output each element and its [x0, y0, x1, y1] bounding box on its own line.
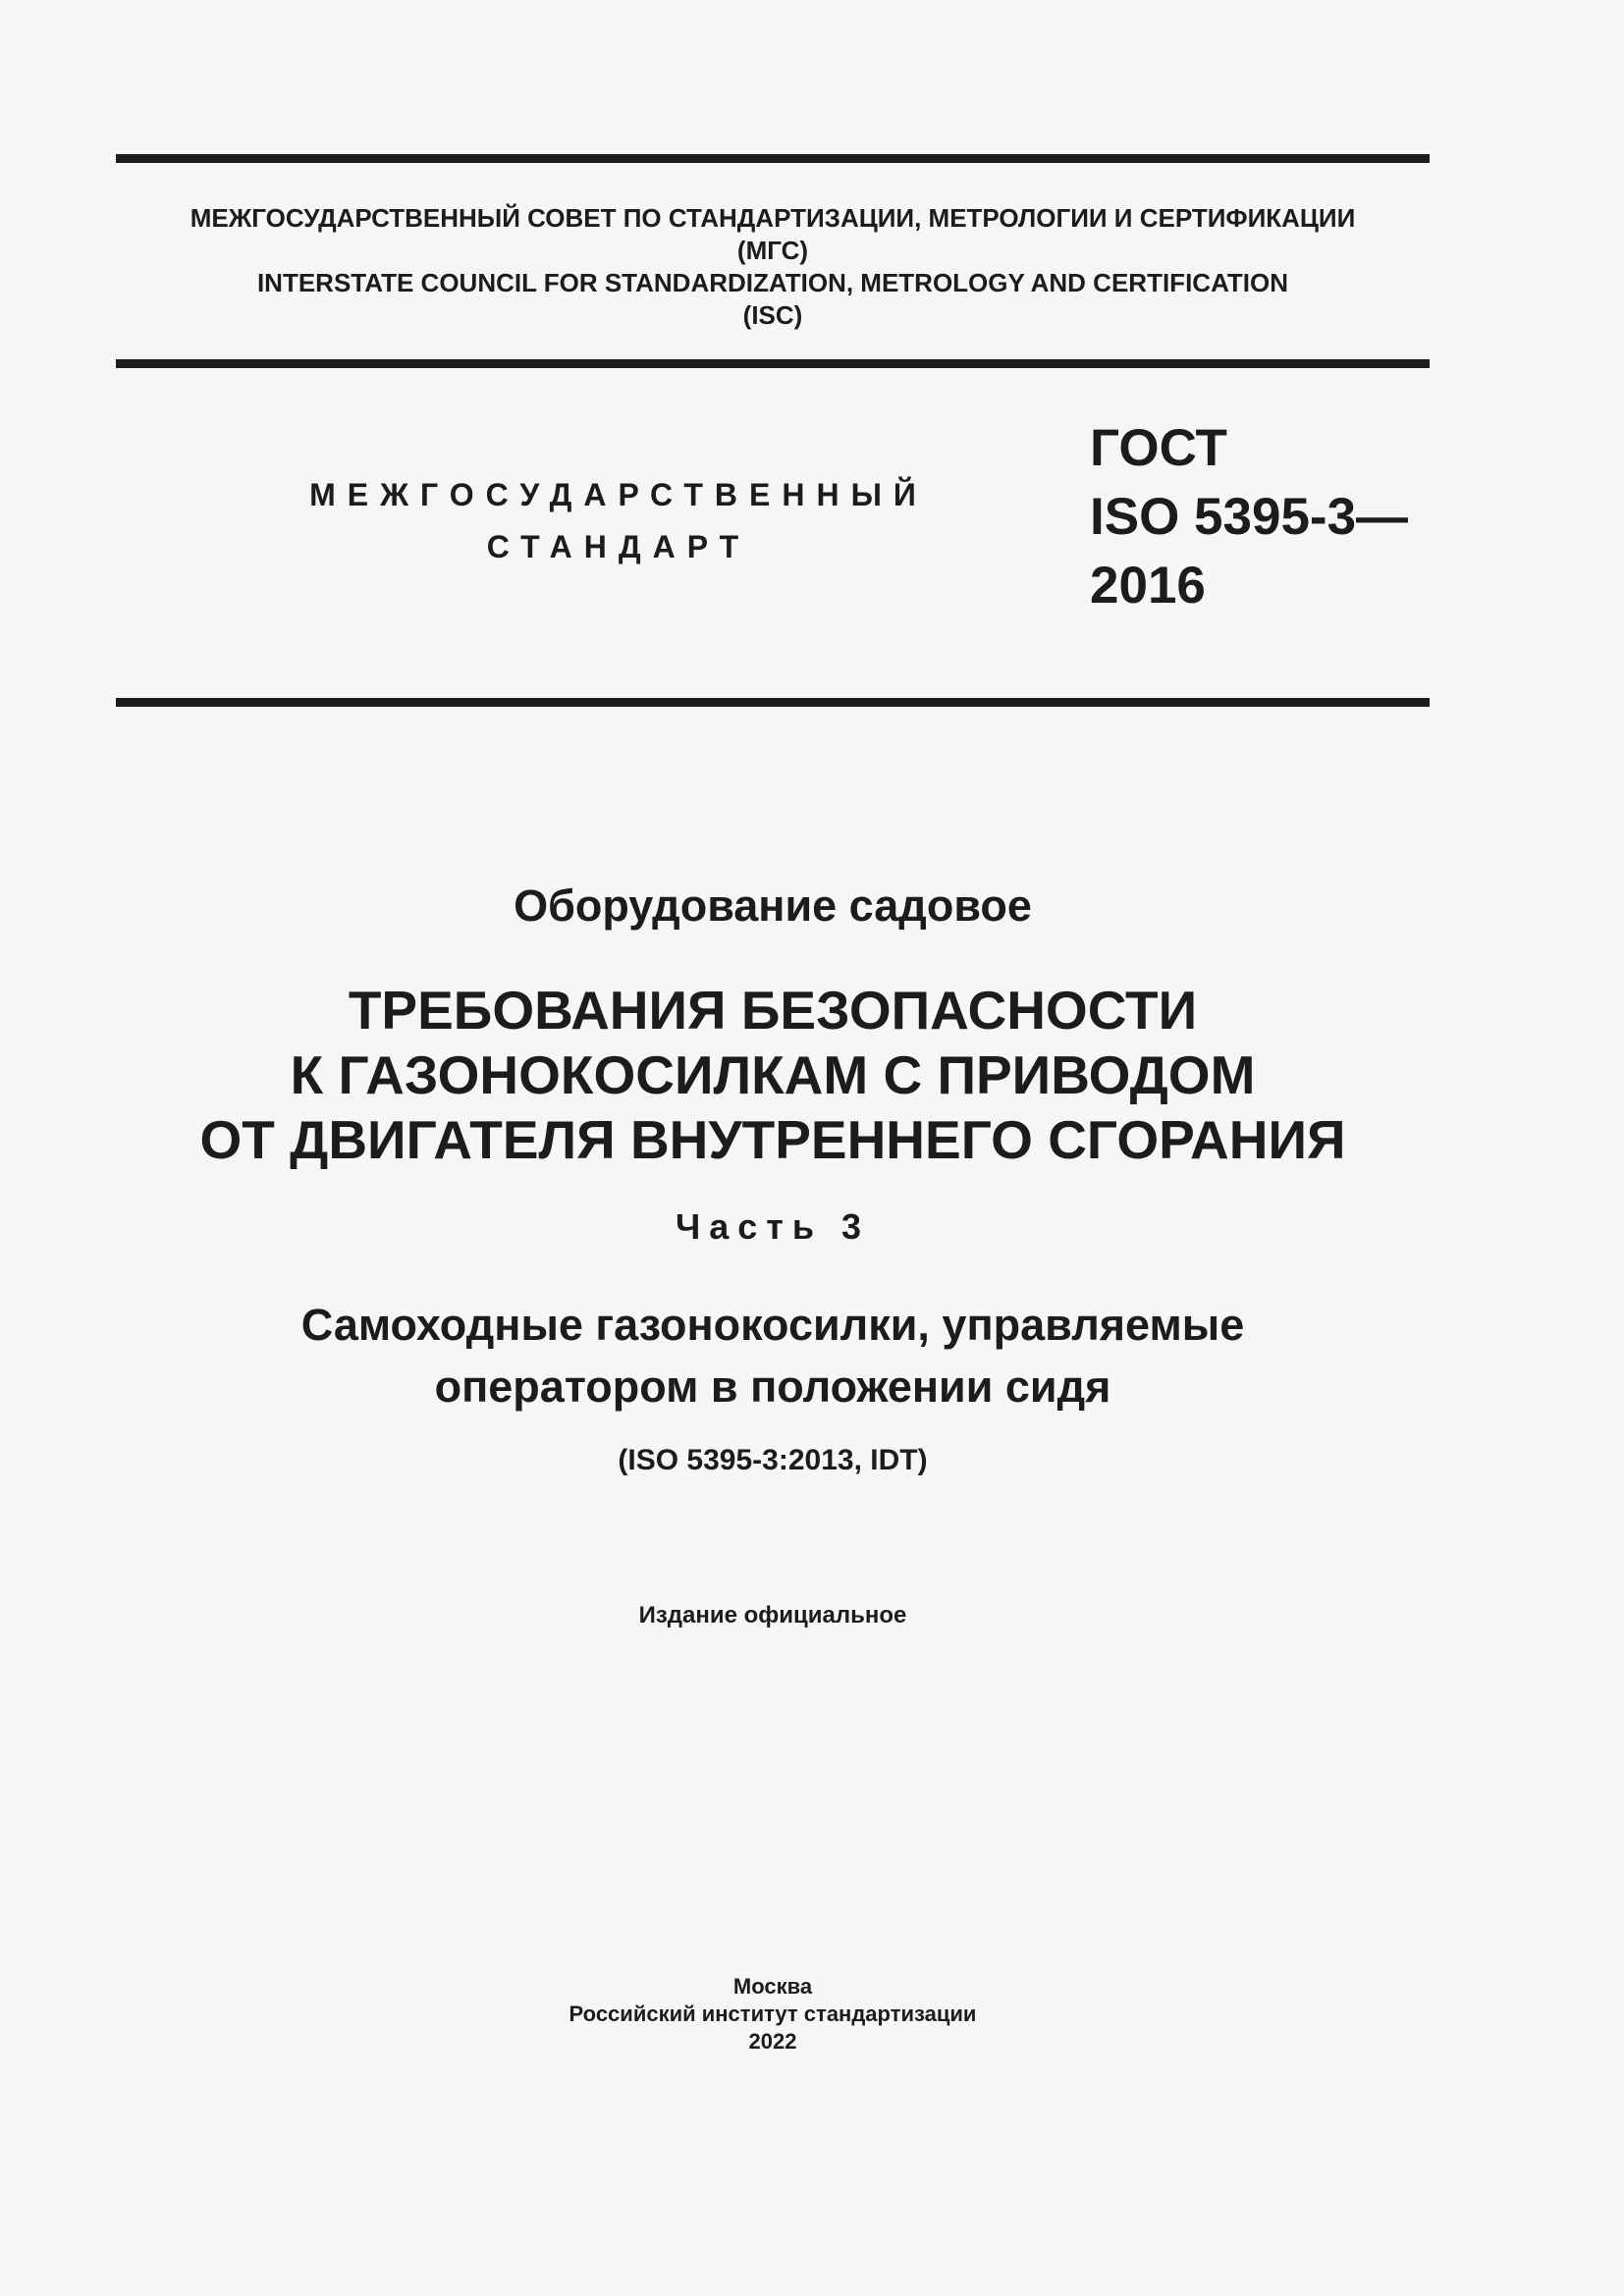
part-title: [116, 1294, 1430, 1417]
document-title: [116, 978, 1430, 1172]
header-rule: [116, 359, 1430, 368]
publisher-city: Москва: [732, 1974, 813, 1999]
designation-line-1: ГОСТ: [1090, 419, 1227, 477]
document-subtitle: Оборудование садовое: [514, 881, 1032, 931]
standard-type-line-1: МЕЖГОСУДАРСТВЕННЫЙ: [309, 477, 928, 512]
publisher-year: 2022: [748, 2029, 797, 2054]
title-line-3: ОТ ДВИГАТЕЛЯ ВНУТРЕННЕГО СГОРАНИЯ: [199, 1109, 1346, 1170]
designation-line-2: ISO 5395-3—: [1090, 488, 1409, 546]
title-line-1: ТРЕБОВАНИЯ БЕЗОПАСНОСТИ: [348, 980, 1198, 1041]
standard-designation: [1090, 414, 1408, 620]
part-label: Часть 3: [675, 1206, 871, 1247]
publisher-block: [116, 1973, 1430, 2056]
council-name-en: INTERSTATE COUNCIL FOR STANDARDIZATION, METROLOGY AND CERTIFICATION: [256, 268, 1289, 297]
top-rule: [116, 154, 1430, 163]
standard-type-line-2: СТАНДАРТ: [486, 529, 751, 564]
council-abbr-en: (ISC): [742, 300, 803, 330]
part-title-line-2: оператором в положении сидя: [434, 1362, 1111, 1412]
standard-type-label: [295, 469, 943, 573]
edition-note: Издание официальное: [638, 1602, 907, 1629]
council-header: [116, 202, 1430, 332]
council-abbr-ru: (МГС): [736, 236, 809, 265]
council-name-ru: МЕЖГОСУДАРСТВЕННЫЙ СОВЕТ ПО СТАНДАРТИЗАЦИИ, МЕТРОЛОГИИ И СЕРТИФИКАЦИИ: [189, 203, 1356, 233]
publisher-institute: Российский институт стандартизации: [568, 2002, 977, 2026]
iso-reference: (ISO 5395-3:2013, IDT): [618, 1444, 928, 1476]
designation-line-3: 2016: [1090, 557, 1206, 614]
title-line-2: К ГАЗОНОКОСИЛКАМ С ПРИВОДОМ: [290, 1044, 1256, 1105]
designation-rule: [116, 698, 1430, 707]
part-title-line-1: Самоходные газонокосилки, управляемые: [300, 1300, 1245, 1350]
